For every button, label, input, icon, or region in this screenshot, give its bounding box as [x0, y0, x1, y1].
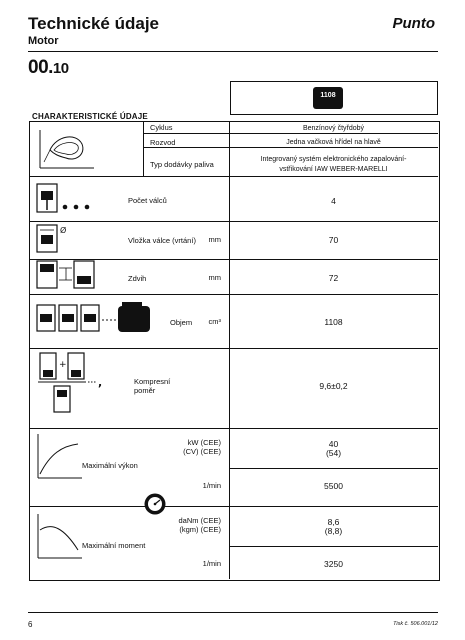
- cylinder-count-icon: [36, 183, 96, 215]
- timing-label: Rozvod: [150, 138, 176, 147]
- bore-label: Vložka válce (vrtání): [128, 236, 196, 245]
- piston-stroke-icon: [36, 260, 96, 290]
- row-line: [30, 428, 438, 429]
- torque-rpm-unit: 1/min: [202, 559, 221, 568]
- section-number: [28, 57, 69, 79]
- page-number: 6: [28, 620, 33, 629]
- compression-label-line1: Kompresní: [134, 377, 171, 386]
- svg-text:+: +: [59, 360, 67, 370]
- power-unit-line2: (CV) (CEE): [183, 447, 221, 456]
- volume-value: 1108: [324, 317, 343, 327]
- power-curve-icon: [34, 432, 84, 482]
- engine-code: 1108: [320, 92, 336, 99]
- compression-label-line2: poměr: [134, 386, 156, 395]
- row-line: [30, 294, 438, 295]
- row-line: [30, 348, 438, 349]
- combustion-cycle-icon: [36, 128, 96, 172]
- bore-diameter-icon: [36, 224, 76, 254]
- section-major: 00.: [28, 57, 53, 78]
- page-title: Technické údaje: [28, 14, 160, 33]
- section-minor: 10: [52, 60, 69, 77]
- torque-value-line2: (8,8): [324, 526, 343, 536]
- row-line: [143, 147, 438, 148]
- svg-text:Ø: Ø: [60, 226, 67, 235]
- compression-value: 9,6±0,2: [319, 381, 348, 391]
- bore-unit: mm: [208, 235, 221, 244]
- fuel-label: Typ dodávky paliva: [150, 160, 214, 169]
- power-label: Maximální výkon: [82, 461, 138, 470]
- stroke-label: Zdvih: [128, 274, 147, 283]
- torque-value-line1: 8,6: [327, 517, 340, 527]
- row-line: [30, 506, 438, 507]
- torque-curve-icon: [34, 512, 84, 562]
- row-line: [229, 468, 438, 469]
- row-line: [229, 546, 438, 547]
- rpm-gauge-icon: [143, 492, 167, 516]
- fuel-value-line2: vstřikování IAW WEBER-MARELLI: [279, 166, 388, 173]
- footer-rule: [28, 612, 438, 613]
- power-rpm-unit: 1/min: [202, 481, 221, 490]
- volume-label: Objem: [170, 318, 193, 327]
- column-divider: [229, 122, 230, 579]
- cylinders-label: Počet válců: [128, 196, 167, 205]
- cycle-value: Benzínový čtyřdobý: [302, 125, 365, 132]
- power-rpm-value: 5500: [324, 481, 343, 491]
- row-line: [30, 176, 438, 177]
- svg-text:,: ,: [98, 376, 103, 389]
- icon-column-divider: [143, 122, 144, 176]
- row-line: [30, 221, 438, 222]
- brand-name: Punto: [392, 15, 435, 32]
- volume-unit: cm³: [208, 317, 221, 326]
- power-value-line2: (54): [325, 448, 342, 458]
- cycle-label: Cyklus: [150, 123, 173, 132]
- fuel-value-line1: Integrovaný systém elektronického zapalování-: [260, 156, 407, 163]
- torque-unit-line2: (kgm) (CEE): [179, 525, 221, 534]
- stroke-unit: mm: [208, 273, 221, 282]
- bore-value: 70: [328, 235, 339, 245]
- row-line: [143, 133, 438, 134]
- engine-code-badge: [313, 87, 343, 109]
- page-subtitle: Motor: [28, 35, 59, 47]
- power-value-line1: 40: [328, 439, 339, 449]
- displacement-icon: [36, 302, 166, 336]
- header-rule: [28, 51, 438, 52]
- torque-label: Maximální moment: [82, 541, 146, 550]
- stroke-value: 72: [328, 273, 339, 283]
- torque-rpm-value: 3250: [324, 559, 343, 569]
- section-title: CHARAKTERISTICKÉ ÚDAJE: [32, 112, 148, 121]
- torque-unit-line1: daNm (CEE): [178, 516, 221, 525]
- timing-value: Jedna vačková hřídel na hlavě: [286, 139, 381, 146]
- power-unit-line1: kW (CEE): [187, 438, 221, 447]
- cylinders-value: 4: [331, 196, 336, 206]
- compression-ratio-icon: [36, 352, 116, 414]
- document-reference: Tisk č. 506.001/12: [393, 621, 438, 627]
